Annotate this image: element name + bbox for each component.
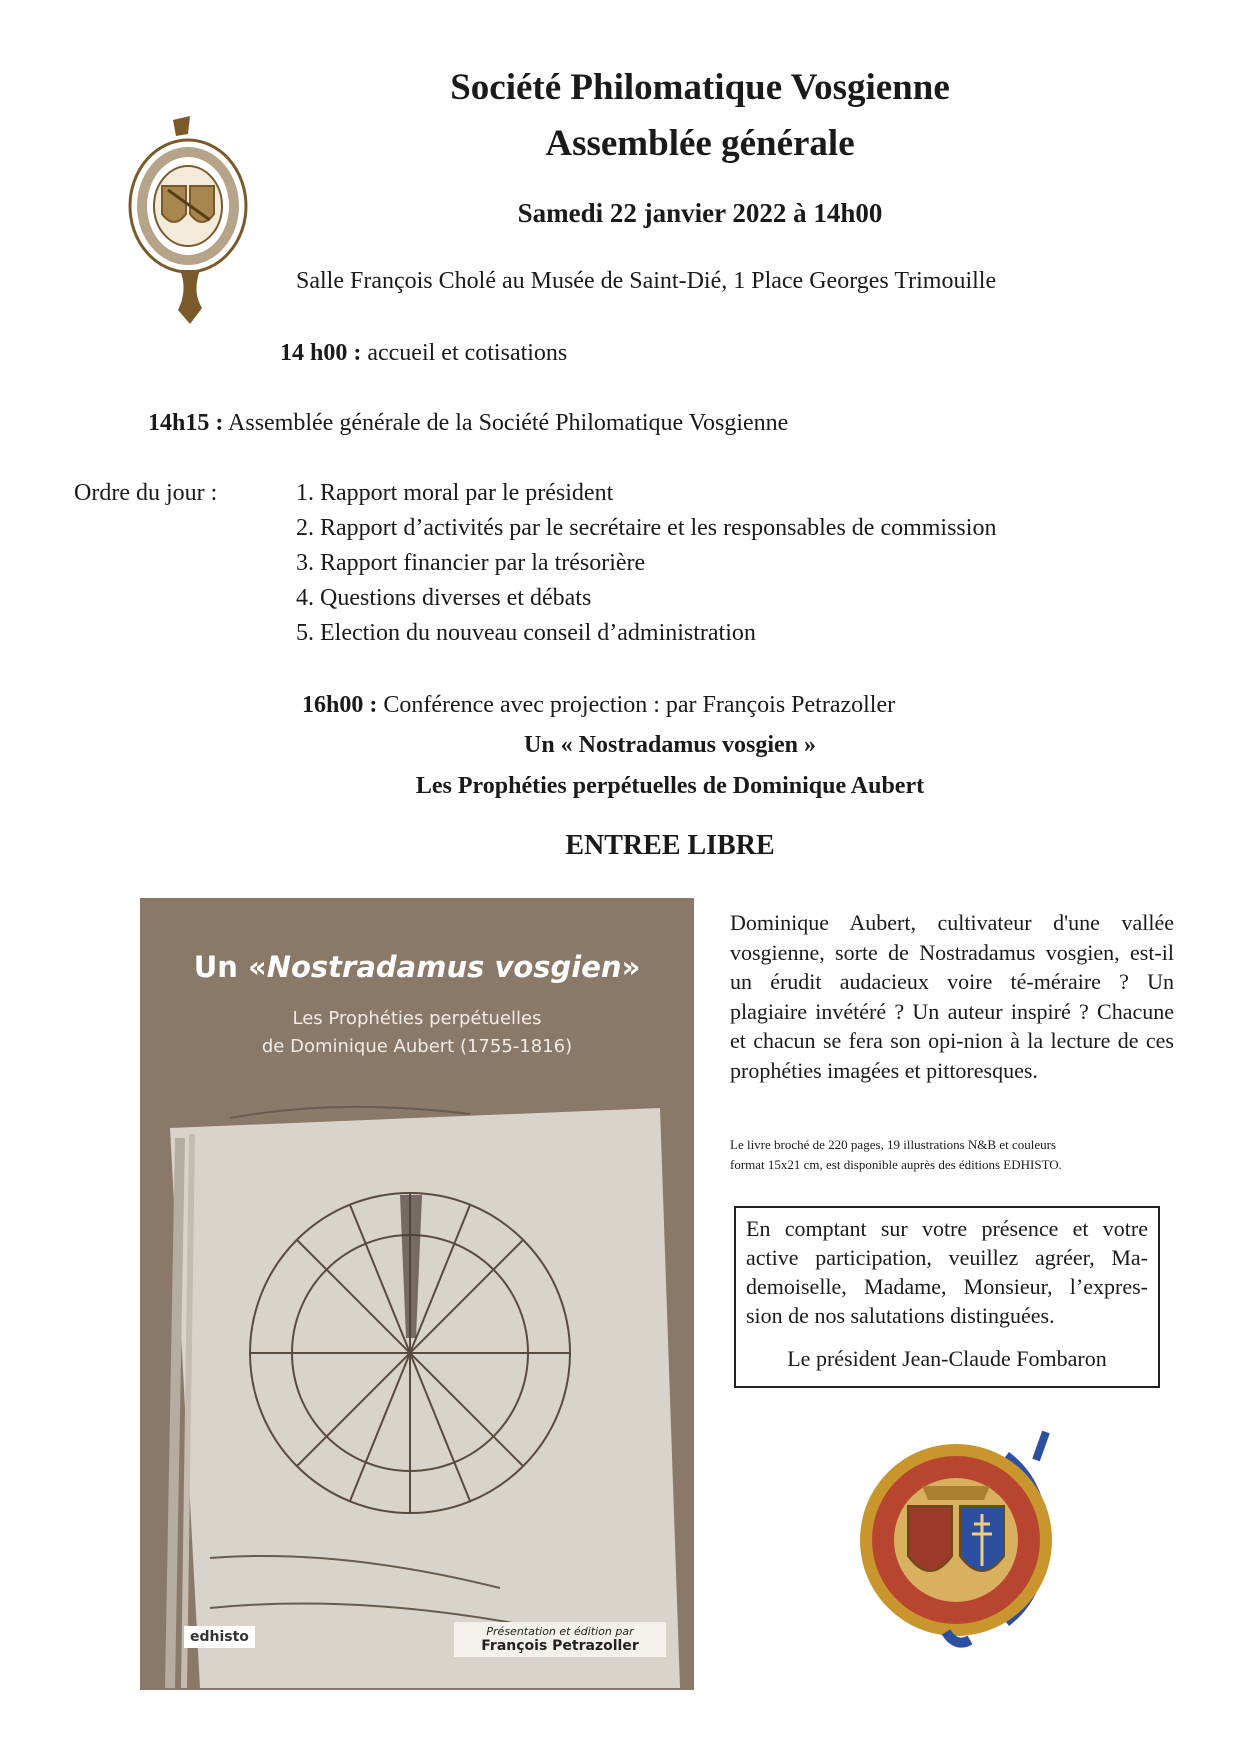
book-title bbox=[140, 950, 694, 984]
society-seal-icon bbox=[118, 110, 258, 332]
agenda-item: 3. Rapport financier par la trésorière bbox=[296, 550, 646, 576]
agenda-item: 2. Rapport d’activités par le secrétaire et les responsables de commission bbox=[296, 515, 997, 541]
schedule-text: Assemblée générale de la Société Philomatique Vosgienne bbox=[223, 410, 789, 436]
schedule-item bbox=[148, 410, 788, 437]
book-credit-line: Présentation et édition par bbox=[486, 1625, 634, 1638]
book-subtitle: de Dominique Aubert (1755-1816) bbox=[261, 1036, 573, 1057]
book-note bbox=[730, 1135, 1174, 1175]
schedule-time: 14h15 : bbox=[148, 410, 224, 436]
conference-time: 16h00 : bbox=[302, 692, 378, 718]
free-entry-notice: ENTREE LIBRE bbox=[565, 830, 775, 861]
schedule-time: 14 h00 : bbox=[280, 340, 362, 366]
event-date: Samedi 22 janvier 2022 à 14h00 bbox=[517, 198, 883, 228]
agenda-list bbox=[296, 480, 996, 655]
agenda-item: 1. Rapport moral par le président bbox=[296, 480, 614, 506]
event-title: Assemblée générale bbox=[545, 123, 855, 164]
signature: Le président Jean-Claude Fombaron bbox=[787, 1346, 1107, 1371]
agenda-label: Ordre du jour : bbox=[74, 480, 218, 506]
book-note-line: format 15x21 cm, est disponible auprès des éditions EDHISTO. bbox=[730, 1157, 1062, 1172]
agenda-item: 4. Questions diverses et débats bbox=[296, 585, 592, 611]
book-title-prefix: Un « bbox=[193, 950, 267, 984]
agenda-item: 5. Election du nouveau conseil d’administration bbox=[296, 620, 756, 646]
conference-subtitle: Les Prophéties perpétuelles de Dominique Aubert bbox=[415, 773, 925, 799]
book-cover bbox=[140, 898, 694, 1690]
manuscript-astrological-wheel-image bbox=[140, 1088, 694, 1690]
book-description: Dominique Aubert, cultivateur d'une vallée vosgienne, sorte de Nostradamus vosgien, est-il un érudit audacieux voire té-méraire ? Un plagiaire invétéré ? Un auteur inspiré ? Chacune et chacun se fera son opi-nion à la lecture de ces prophéties imagées et pittoresques. bbox=[730, 910, 1174, 1083]
schedule-text: accueil et cotisations bbox=[361, 340, 568, 366]
event-venue: Salle François Cholé au Musée de Saint-Dié, 1 Place Georges Trimouille bbox=[296, 268, 997, 294]
conference-text: Conférence avec projection : par François Petrazoller bbox=[377, 692, 896, 718]
book-credit-author: François Petrazoller bbox=[481, 1638, 639, 1654]
closing-text: En comptant sur votre présence et votre active participation, veuillez agréer, Ma-demoiselle, Madame, Monsieur, l’expres-sion de nos salutations distinguées. bbox=[746, 1216, 1148, 1328]
schedule-item bbox=[280, 340, 567, 367]
publisher-logo: edhisto bbox=[184, 1626, 255, 1648]
society-title: Société Philomatique Vosgienne bbox=[450, 67, 950, 108]
closing-box bbox=[734, 1206, 1160, 1388]
conference-line bbox=[302, 692, 895, 719]
society-medal-icon bbox=[846, 1426, 1072, 1654]
book-title-suffix: » bbox=[621, 950, 641, 984]
book-credit bbox=[454, 1622, 666, 1657]
conference-title: Un « Nostradamus vosgien » bbox=[523, 732, 817, 758]
book-subtitle: Les Prophéties perpétuelles bbox=[292, 1008, 542, 1029]
book-title-italic: Nostradamus vosgien bbox=[266, 950, 622, 984]
book-note-line: Le livre broché de 220 pages, 19 illustrations N&B et couleurs bbox=[730, 1137, 1057, 1152]
